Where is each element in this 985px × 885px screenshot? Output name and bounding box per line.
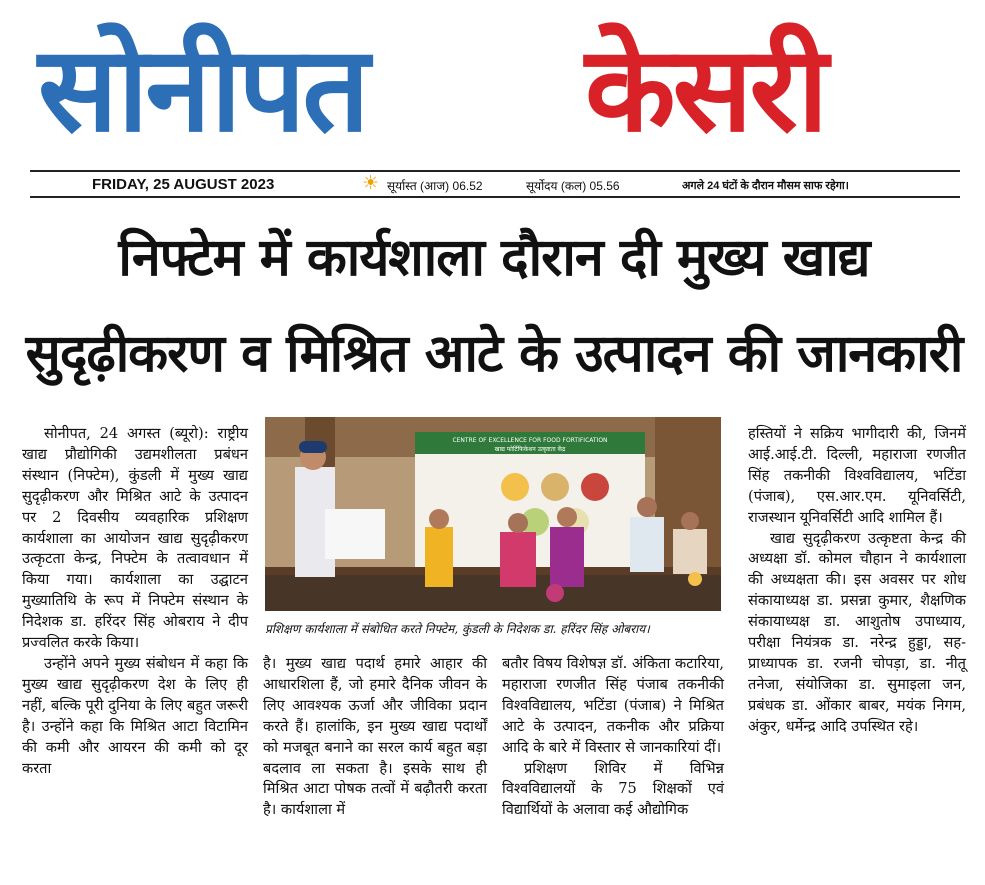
- headline: [18, 210, 970, 402]
- headline-line-1: निफ्टेम में कार्यशाला दौरान दी मुख्य खाद्य: [118, 228, 870, 288]
- news-photo: [265, 417, 721, 611]
- article-column-1: [22, 424, 248, 779]
- article-paragraph: बतौर विषय विशेषज्ञ डॉ. अंकिता कटारिया, महाराजा रणजीत सिंह पंजाब तकनीकी विश्वविद्यालय, भटिंडा (पंजाब) ने मिश्रित आटे के उत्पादन, तकनीक और प्रक्रिया आदि के बारे में विस्तार से जानकारियां दीं।: [502, 655, 724, 756]
- photo-caption: प्रशिक्षण कार्यशाला में संबोधित करते निफ्टेम, कुंडली के निदेशक डा. हरिंदर सिंह ओबराय।: [265, 622, 650, 636]
- issue-date: FRIDAY, 25 AUGUST 2023: [92, 176, 275, 193]
- headline-line-2: सुदृढ़ीकरण व मिश्रित आटे के उत्पादन की जानकारी: [25, 324, 963, 384]
- banner-text-1: CENTRE OF EXCELLENCE FOR FOOD FORTIFICATION: [452, 437, 608, 444]
- info-bar: [30, 170, 960, 198]
- article-column-3: [502, 654, 724, 821]
- sun-icon: ☀: [362, 173, 380, 194]
- article-column-2: [263, 654, 487, 821]
- banner-text-2: खाद्य फोर्टिफिकेशन उत्कृष्टता केंद्र: [494, 446, 566, 453]
- article-paragraph: खाद्य सुदृढ़ीकरण उत्कृष्टता केन्द्र की अध्यक्षा डॉ. कोमल चौहान ने कार्यशाला की अध्यक्षता की। इस अवसर पर शोध संकायाध्यक्ष डा. प्रसन्ना कुमार, शैक्षणिक संकायाध्यक्ष डा. आशुतोष उपाध्याय, परीक्षा नियंत्रक डा. नरेन्द्र हुड्डा, सह-प्राध्यापक डा. रजनी चोपड़ा, डा. नीतू तनेजा, संयोजिका डा. सुमाइला जन, प्रबंधक डा. ओंकार बाबर, मयंक निगम, अंकुर, धर्मेन्द्र आदि उपस्थित रहे।: [748, 529, 966, 735]
- article-column-4: [748, 424, 966, 738]
- sunrise-time: सूर्योदय (कल) 05.56: [526, 179, 620, 193]
- article-paragraph: सोनीपत, 24 अगस्त (ब्यूरो): राष्ट्रीय खाद्य प्रौद्योगिकी उद्यमशीलता प्रबंधन संस्थान (निफ्टेम), कुंडली में मुख्य खाद्य सुदृढ़ीकरण और मिश्रित आटे के उत्पादन पर 2 दिवसीय व्यवहारिक प्रशिक्षण कार्यशाला का आयोजन खाद्य सुदृढ़ीकरण उत्कृटता केन्द्र, निफ्टेम के तत्वावधान में किया गया। कार्यशाला का उद्घाटन मुख्यातिथि के रूप में निफ्टेम संस्थान के निदेशक डा. हरिंदर सिंह ओबराय ने दीप प्रज्वलित करके किया।: [22, 425, 248, 652]
- article-paragraph: प्रशिक्षण शिविर में विभिन्न विश्वविद्यालयों के 75 शिक्षकों एवं विद्यार्थियों के अलावा कई औद्योगिक: [502, 759, 724, 819]
- article-paragraph: हस्तियों ने सक्रिय भागीदारी की, जिनमें आई.आई.टी. दिल्ली, महाराजा रणजीत सिंह तकनीकी विश्वविद्यालय, भटिंडा (पंजाब), एस.आर.एम. यूनिवर्सिटी, राजस्थान यूनिवर्सिटी आदि शामिल हैं।: [748, 425, 966, 526]
- article-paragraph: है। मुख्य खाद्य पदार्थ हमारे आहार की आधारशिला हैं, जो हमारे दैनिक जीवन के लिए आवश्यक ऊर्जा और जीविका प्रदान करते हैं। हालांकि, इन मुख्य खाद्य पदार्थों को मजबूत बनाने का सरल कार्य बहुत बड़ा बदलाव ला सकता है। इसके साथ ही मिश्रित आटा पोषक तत्वों में बढ़ौतरी करता है। कार्यशाला में: [263, 655, 487, 819]
- weather-forecast: अगले 24 घंटों के दौरान मौसम साफ रहेगा।: [682, 180, 849, 192]
- photo-illustration: [265, 417, 721, 611]
- masthead-title-red: केसरी: [585, 20, 826, 158]
- article-paragraph: उन्होंने अपने मुख्य संबोधन में कहा कि मुख्य खाद्य सुदृढ़ीकरण देश के लिए ही नहीं, बल्कि पूरी दुनिया के लिए बहुत जरूरी है। उन्होंने कहा कि मिश्रित आटा विटामिन की कमी और आयरन की कमी को दूर करता: [22, 654, 248, 777]
- sunset-time: सूर्यास्त (आज) 06.52: [387, 179, 483, 193]
- masthead-title-blue: सोनीपत: [38, 20, 367, 158]
- masthead: [30, 10, 960, 180]
